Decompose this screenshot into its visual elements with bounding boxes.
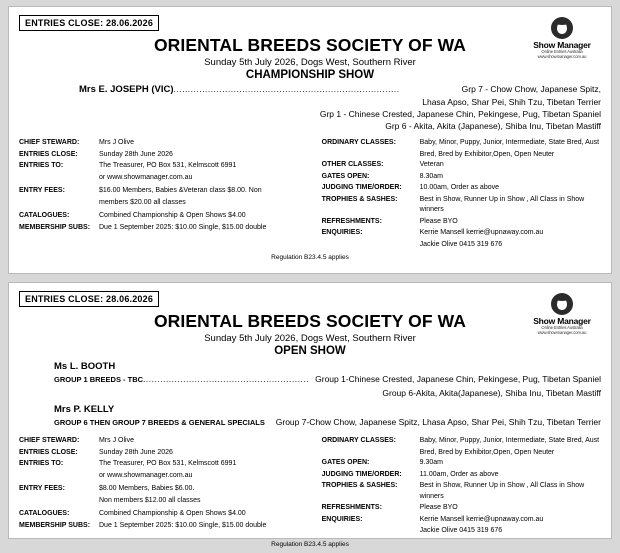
detail-key: ENTRIES CLOSE: — [19, 150, 78, 158]
detail-entry-fees — [19, 186, 316, 197]
detail-trophies-sashes — [322, 481, 601, 502]
show-manager-dog-icon — [551, 17, 573, 39]
detail-key: ENTRY FEES: — [19, 485, 65, 493]
show-manager-logo — [523, 17, 601, 60]
detail-judging-time — [322, 183, 601, 194]
judge-block-1 — [19, 361, 601, 400]
judge-assignment-line-2: Lhasa Apso, Shar Pei, Shih Tzu, Tibetan Terrier — [422, 96, 601, 107]
detail-ordinary-classes — [322, 436, 601, 447]
judge-group-note: GROUP 1 BREEDS - TBC — [54, 374, 144, 384]
detail-ordinary-classes-extra: Bred, Bred by Exhibitor,Open, Open Neuter — [419, 448, 555, 456]
detail-value: 9.30am — [419, 459, 443, 467]
detail-value: Best in Show, Runner Up in Show , All Class in Show winners — [419, 195, 585, 214]
detail-value: Due 1 September 2025: $10.00 Single, $15.00 double — [99, 223, 267, 231]
detail-key: ORDINARY CLASSES: — [321, 437, 396, 445]
page-title: ORIENTAL BREEDS SOCIETY OF WA — [153, 311, 467, 331]
judge-assignment-line-4: Grp 6 - Akita, Akita (Japanese), Shiba Inu, Tibetan Mastiff — [385, 120, 601, 131]
logo-name: Show Manager — [533, 40, 591, 50]
detail-key: TROPHIES & SASHES: — [321, 195, 398, 203]
details-columns — [19, 436, 601, 537]
detail-key: CATALOGUES: — [19, 510, 70, 518]
detail-value: Baby, Minor, Puppy, Junior, Intermediate, State Bred, Aust — [419, 437, 600, 445]
detail-key: CHIEF STEWARD: — [19, 139, 80, 147]
judge-group-note: GROUP 6 THEN GROUP 7 BREEDS & GENERAL SPECIALS — [54, 417, 265, 427]
detail-value: Combined Championship & Open Shows $4.00 — [99, 212, 246, 220]
logo-tagline: Online Entries Australia www.showmanager.com.au — [537, 48, 587, 59]
judge-dots: .......................................................... — [143, 373, 310, 384]
judge-dots: ............................................................................... — [173, 84, 400, 94]
detail-key: ENQUIRIES: — [321, 229, 363, 237]
detail-enquiries — [322, 515, 601, 526]
logo-name: Show Manager — [533, 316, 591, 326]
detail-other-classes — [322, 160, 601, 171]
detail-enquiries-extra: Jackie Olive 0415 319 676 — [419, 240, 503, 248]
detail-entries-to — [19, 459, 316, 470]
detail-entries-to-extra: or www.showmanager.com.au — [99, 173, 193, 181]
page-title: ORIENTAL BREEDS SOCIETY OF WA — [153, 35, 467, 55]
detail-value: Mrs J Olive — [99, 139, 134, 147]
detail-value: Mrs J Olive — [99, 437, 134, 445]
detail-value: Veteran — [419, 161, 444, 169]
detail-enquiries — [322, 228, 601, 239]
detail-chief-steward — [19, 436, 316, 447]
detail-value: $16.00 Members, Babies &Veteran class $8.00. Non — [99, 187, 262, 195]
detail-key: ENTRIES CLOSE: — [19, 448, 78, 456]
show-type: CHAMPIONSHIP SHOW — [245, 69, 375, 81]
detail-key: JUDGING TIME/ORDER: — [321, 470, 402, 478]
show-subtitle: Sunday 5th July 2026, Dogs West, Southern River — [204, 57, 416, 68]
detail-gates-open — [322, 458, 601, 469]
show-subtitle: Sunday 5th July 2026, Dogs West, Southern River — [204, 333, 416, 344]
detail-key: ENTRY FEES: — [19, 187, 65, 195]
detail-value: Sunday 28th June 2026 — [99, 448, 173, 456]
detail-value: Please BYO — [419, 217, 458, 225]
detail-key: REFRESHMENTS: — [321, 504, 382, 512]
detail-trophies-sashes — [322, 195, 601, 216]
detail-ordinary-classes — [322, 138, 601, 149]
detail-catalogues — [19, 211, 316, 222]
details-right — [322, 138, 601, 250]
detail-entries-to-extra: or www.showmanager.com.au — [99, 471, 193, 479]
judge-assignment-line-1: Group 1-Chinese Crested, Japanese Chin, Pekingese, Pug, Tibetan Spaniel — [315, 373, 601, 384]
detail-key: MEMBERSHIP SUBS: — [19, 223, 91, 231]
detail-key: ORDINARY CLASSES: — [321, 139, 396, 147]
detail-key: MEMBERSHIP SUBS: — [19, 521, 91, 529]
details-columns — [19, 138, 601, 250]
detail-chief-steward — [19, 138, 316, 149]
detail-value: The Treasurer, PO Box 531, Kelmscott 6991 — [99, 460, 237, 468]
detail-key: REFRESHMENTS: — [321, 217, 382, 225]
detail-entry-fees — [19, 484, 316, 495]
details-right — [322, 436, 601, 537]
detail-key: ENTRIES TO: — [19, 460, 64, 468]
detail-key: JUDGING TIME/ORDER: — [321, 184, 402, 192]
detail-membership-subs — [19, 521, 316, 532]
detail-value: Kerrie Mansell kerrie@upnaway.com.au — [419, 229, 544, 237]
detail-value: The Treasurer, PO Box 531, Kelmscott 6991 — [99, 162, 237, 170]
detail-key: CATALOGUES: — [19, 212, 70, 220]
detail-entry-fees-extra: Non members $12.00 all classes — [99, 496, 201, 504]
detail-entries-to — [19, 161, 316, 172]
regulation-note: Regulation B23.4.5 applies — [271, 254, 349, 262]
detail-value: Combined Championship & Open Shows $4.00 — [99, 510, 246, 518]
detail-refreshments — [322, 503, 601, 514]
detail-value: Baby, Minor, Puppy, Junior, Intermediate, State Bred, Aust — [419, 139, 600, 147]
entries-close-badge: ENTRIES CLOSE: 28.06.2026 — [19, 15, 159, 31]
detail-membership-subs — [19, 223, 316, 234]
detail-value: Kerrie Mansell kerrie@upnaway.com.au — [419, 515, 544, 523]
detail-value: Please BYO — [419, 504, 458, 512]
judge-name: Mrs E. JOSEPH (VIC) — [79, 84, 174, 95]
detail-value: 10.00am, Order as above — [419, 184, 500, 192]
judge-assignment-line-2: Group 6-Akita, Akita(Japanese), Shiba Inu, Tibetan Mastiff — [382, 388, 601, 399]
detail-judging-time — [322, 470, 601, 481]
show-manager-dog-icon — [551, 293, 573, 315]
detail-enquiries-extra: Jackie Olive 0415 319 676 — [419, 527, 503, 535]
detail-value: Sunday 28th June 2026 — [99, 150, 173, 158]
details-left — [19, 436, 322, 537]
judge-name: Mrs P. KELLY — [54, 404, 115, 416]
detail-key: GATES OPEN: — [321, 172, 370, 180]
show-manager-logo — [523, 293, 601, 336]
detail-key: OTHER CLASSES: — [321, 161, 384, 169]
detail-key: ENQUIRIES: — [321, 515, 363, 523]
detail-value: 11.00am, Order as above — [419, 470, 499, 478]
detail-entries-close — [19, 150, 316, 161]
logo-tagline: Online Entries Australia www.showmanager.com.au — [537, 324, 587, 335]
detail-key: GATES OPEN: — [321, 459, 370, 467]
details-left — [19, 138, 322, 250]
entries-close-badge: ENTRIES CLOSE: 28.06.2026 — [19, 291, 159, 307]
detail-ordinary-classes-extra: Bred, Bred by Exhibitor,Open, Open Neuter — [419, 150, 555, 158]
judge-assignment-line-1: Group 7-Chow Chow, Japanese Spitz, Lhasa Apso, Shar Pei, Shih Tzu, Tibetan Terrier — [275, 416, 601, 427]
detail-entry-fees-extra: members $20.00 all classes — [99, 198, 186, 206]
detail-key: ENTRIES TO: — [19, 162, 64, 170]
detail-value: 8.30am — [419, 172, 443, 180]
detail-value: Due 1 September 2025: $10.00 Single, $15.00 double — [99, 521, 267, 529]
show-card-championship — [8, 6, 612, 274]
detail-value: Best in Show, Runner Up in Show , All Class in Show winners — [419, 482, 585, 500]
show-type: OPEN SHOW — [274, 345, 346, 357]
judge-block-2 — [19, 404, 601, 428]
judge-assignment-line-1: Grp 7 - Chow Chow, Japanese Spitz, — [461, 84, 601, 94]
detail-gates-open — [322, 172, 601, 183]
detail-key: TROPHIES & SASHES: — [321, 482, 398, 490]
detail-value: $8.00 Members, Babies $6.00. — [99, 485, 195, 493]
detail-catalogues — [19, 509, 316, 520]
detail-key: CHIEF STEWARD: — [19, 437, 80, 445]
regulation-note: Regulation B23.4.5 applies — [271, 540, 349, 548]
detail-refreshments — [322, 217, 601, 228]
show-card-open — [8, 282, 612, 548]
detail-entries-close — [19, 448, 316, 459]
judge-assignment-line-3: Grp 1 - Chinese Crested, Japanese Chin, Pekingese, Pug, Tibetan Spaniel — [319, 108, 601, 119]
judge-block — [19, 84, 601, 132]
judge-name: Ms L. BOOTH — [54, 361, 116, 372]
